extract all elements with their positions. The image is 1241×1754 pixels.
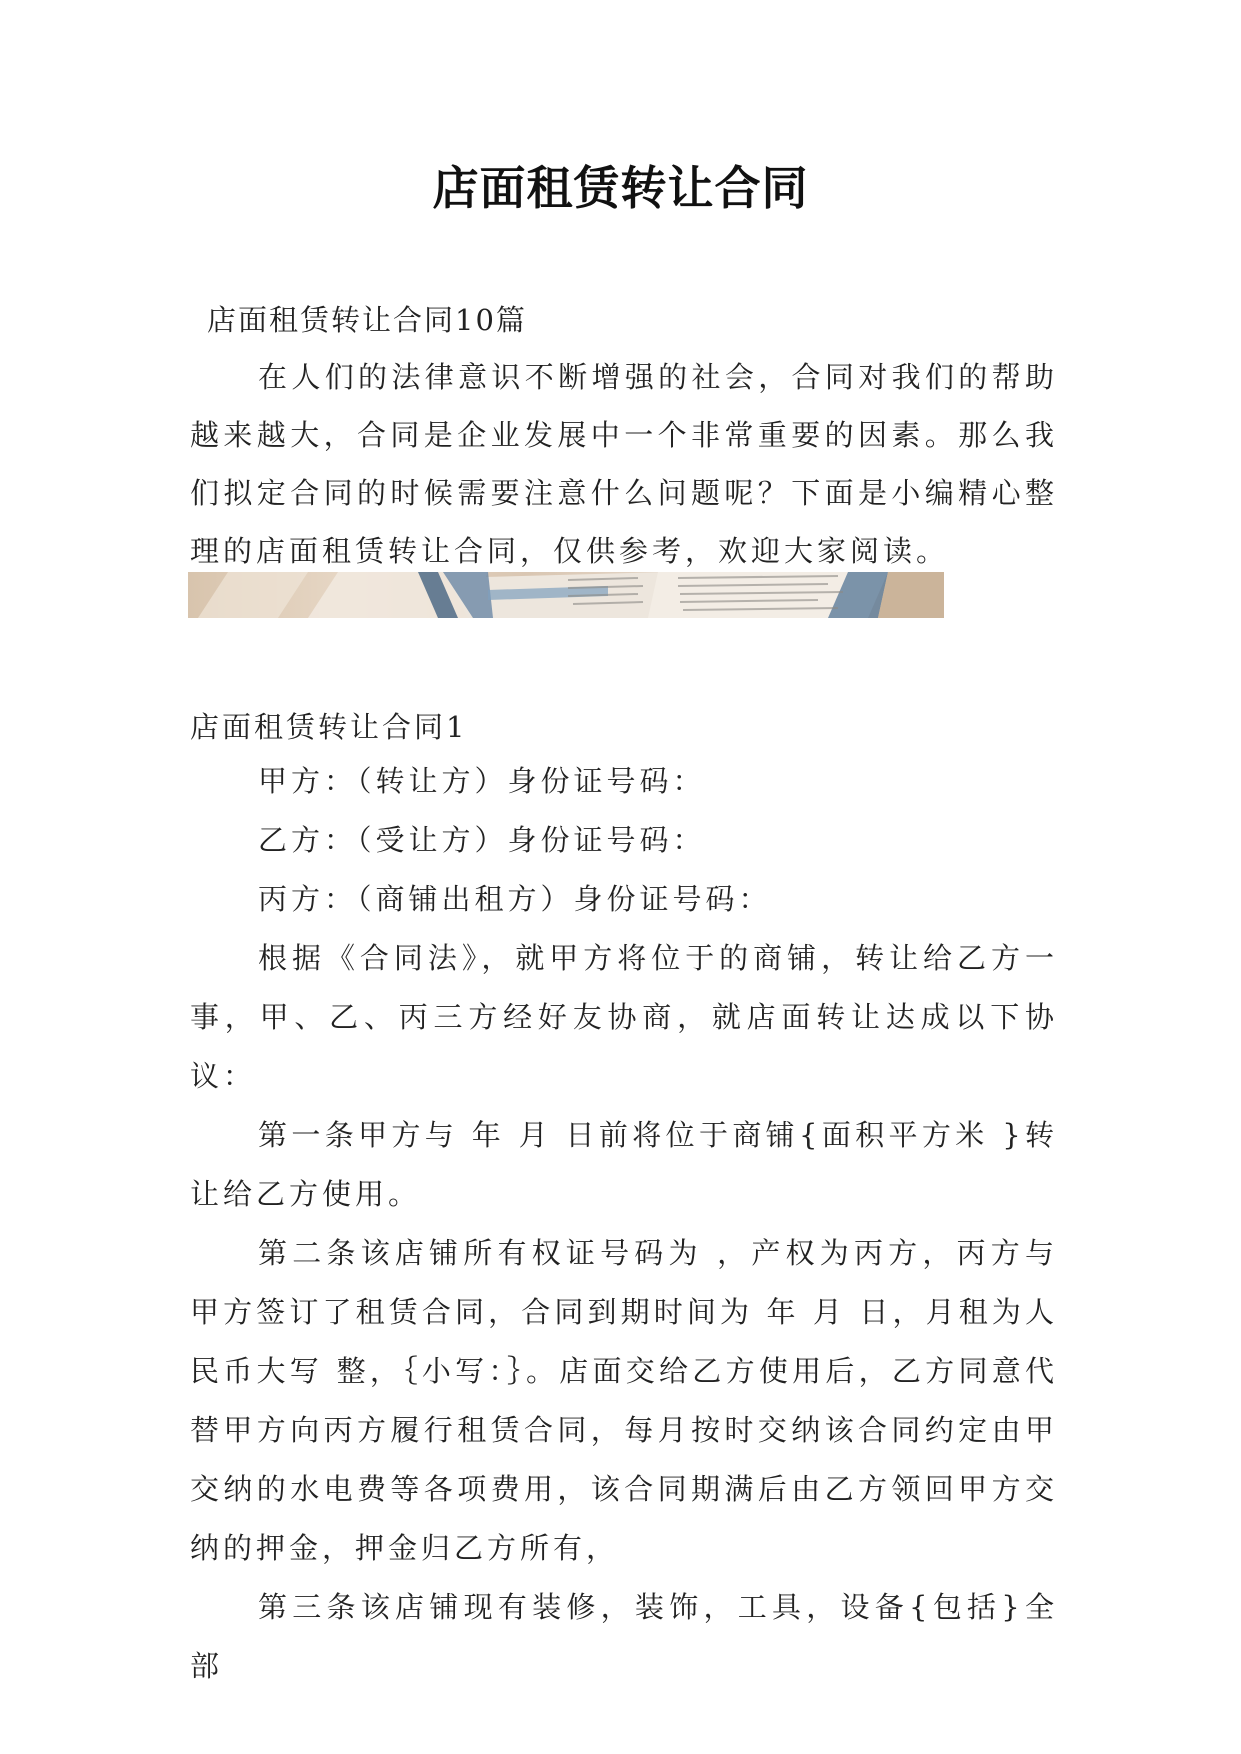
page-title: 店面租赁转让合同 [432,161,809,215]
party-c-line: 丙方：（商铺出租方）身份证号码： [258,882,772,916]
section-title: 店面租赁转让合同1 [190,710,468,744]
contract-body [190,752,1058,1696]
article-2: 第二条该店铺所有权证号码为 ，产权为丙方，丙方与甲方签订了租赁合同，合同到期时间为 年 月 日，月租为人民币大写 整，｛小写：｝。店面交给乙方使用后，乙方同意代替甲方向丙方履行租赁合同，每月按时交纳该合同约定由甲交纳的水电费等各项费用，该合同期满后由乙方领回甲方交纳的押金，押金归乙方所有， [190,1236,1058,1565]
party-a-line: 甲方：（转让方）身份证号码： [258,764,706,798]
contract-papers-photo [188,572,944,618]
article-1: 第一条甲方与 年 月 日前将位于商铺{面积平方米 }转让给乙方使用。 [190,1118,1058,1211]
party-b-line: 乙方：（受让方）身份证号码： [258,823,706,857]
article-3: 第三条该店铺现有装修，装饰，工具，设备{包括}全部 [190,1590,1058,1683]
intro-paragraph: 在人们的法律意识不断增强的社会，合同对我们的帮助越来越大，合同是企业发展中一个非常重要的因素。那么我们拟定合同的时候需要注意什么问题呢？下面是小编精心整理的店面租赁转让合同，仅供参考，欢迎大家阅读。 [190,360,1058,568]
banner-image [188,572,944,618]
preamble-paragraph: 根据《合同法》，就甲方将位于的商铺，转让给乙方一事，甲、乙、丙三方经好友协商，就店面转让达成以下协议： [190,941,1058,1093]
document-subtitle: 店面租赁转让合同10篇 [207,303,527,337]
